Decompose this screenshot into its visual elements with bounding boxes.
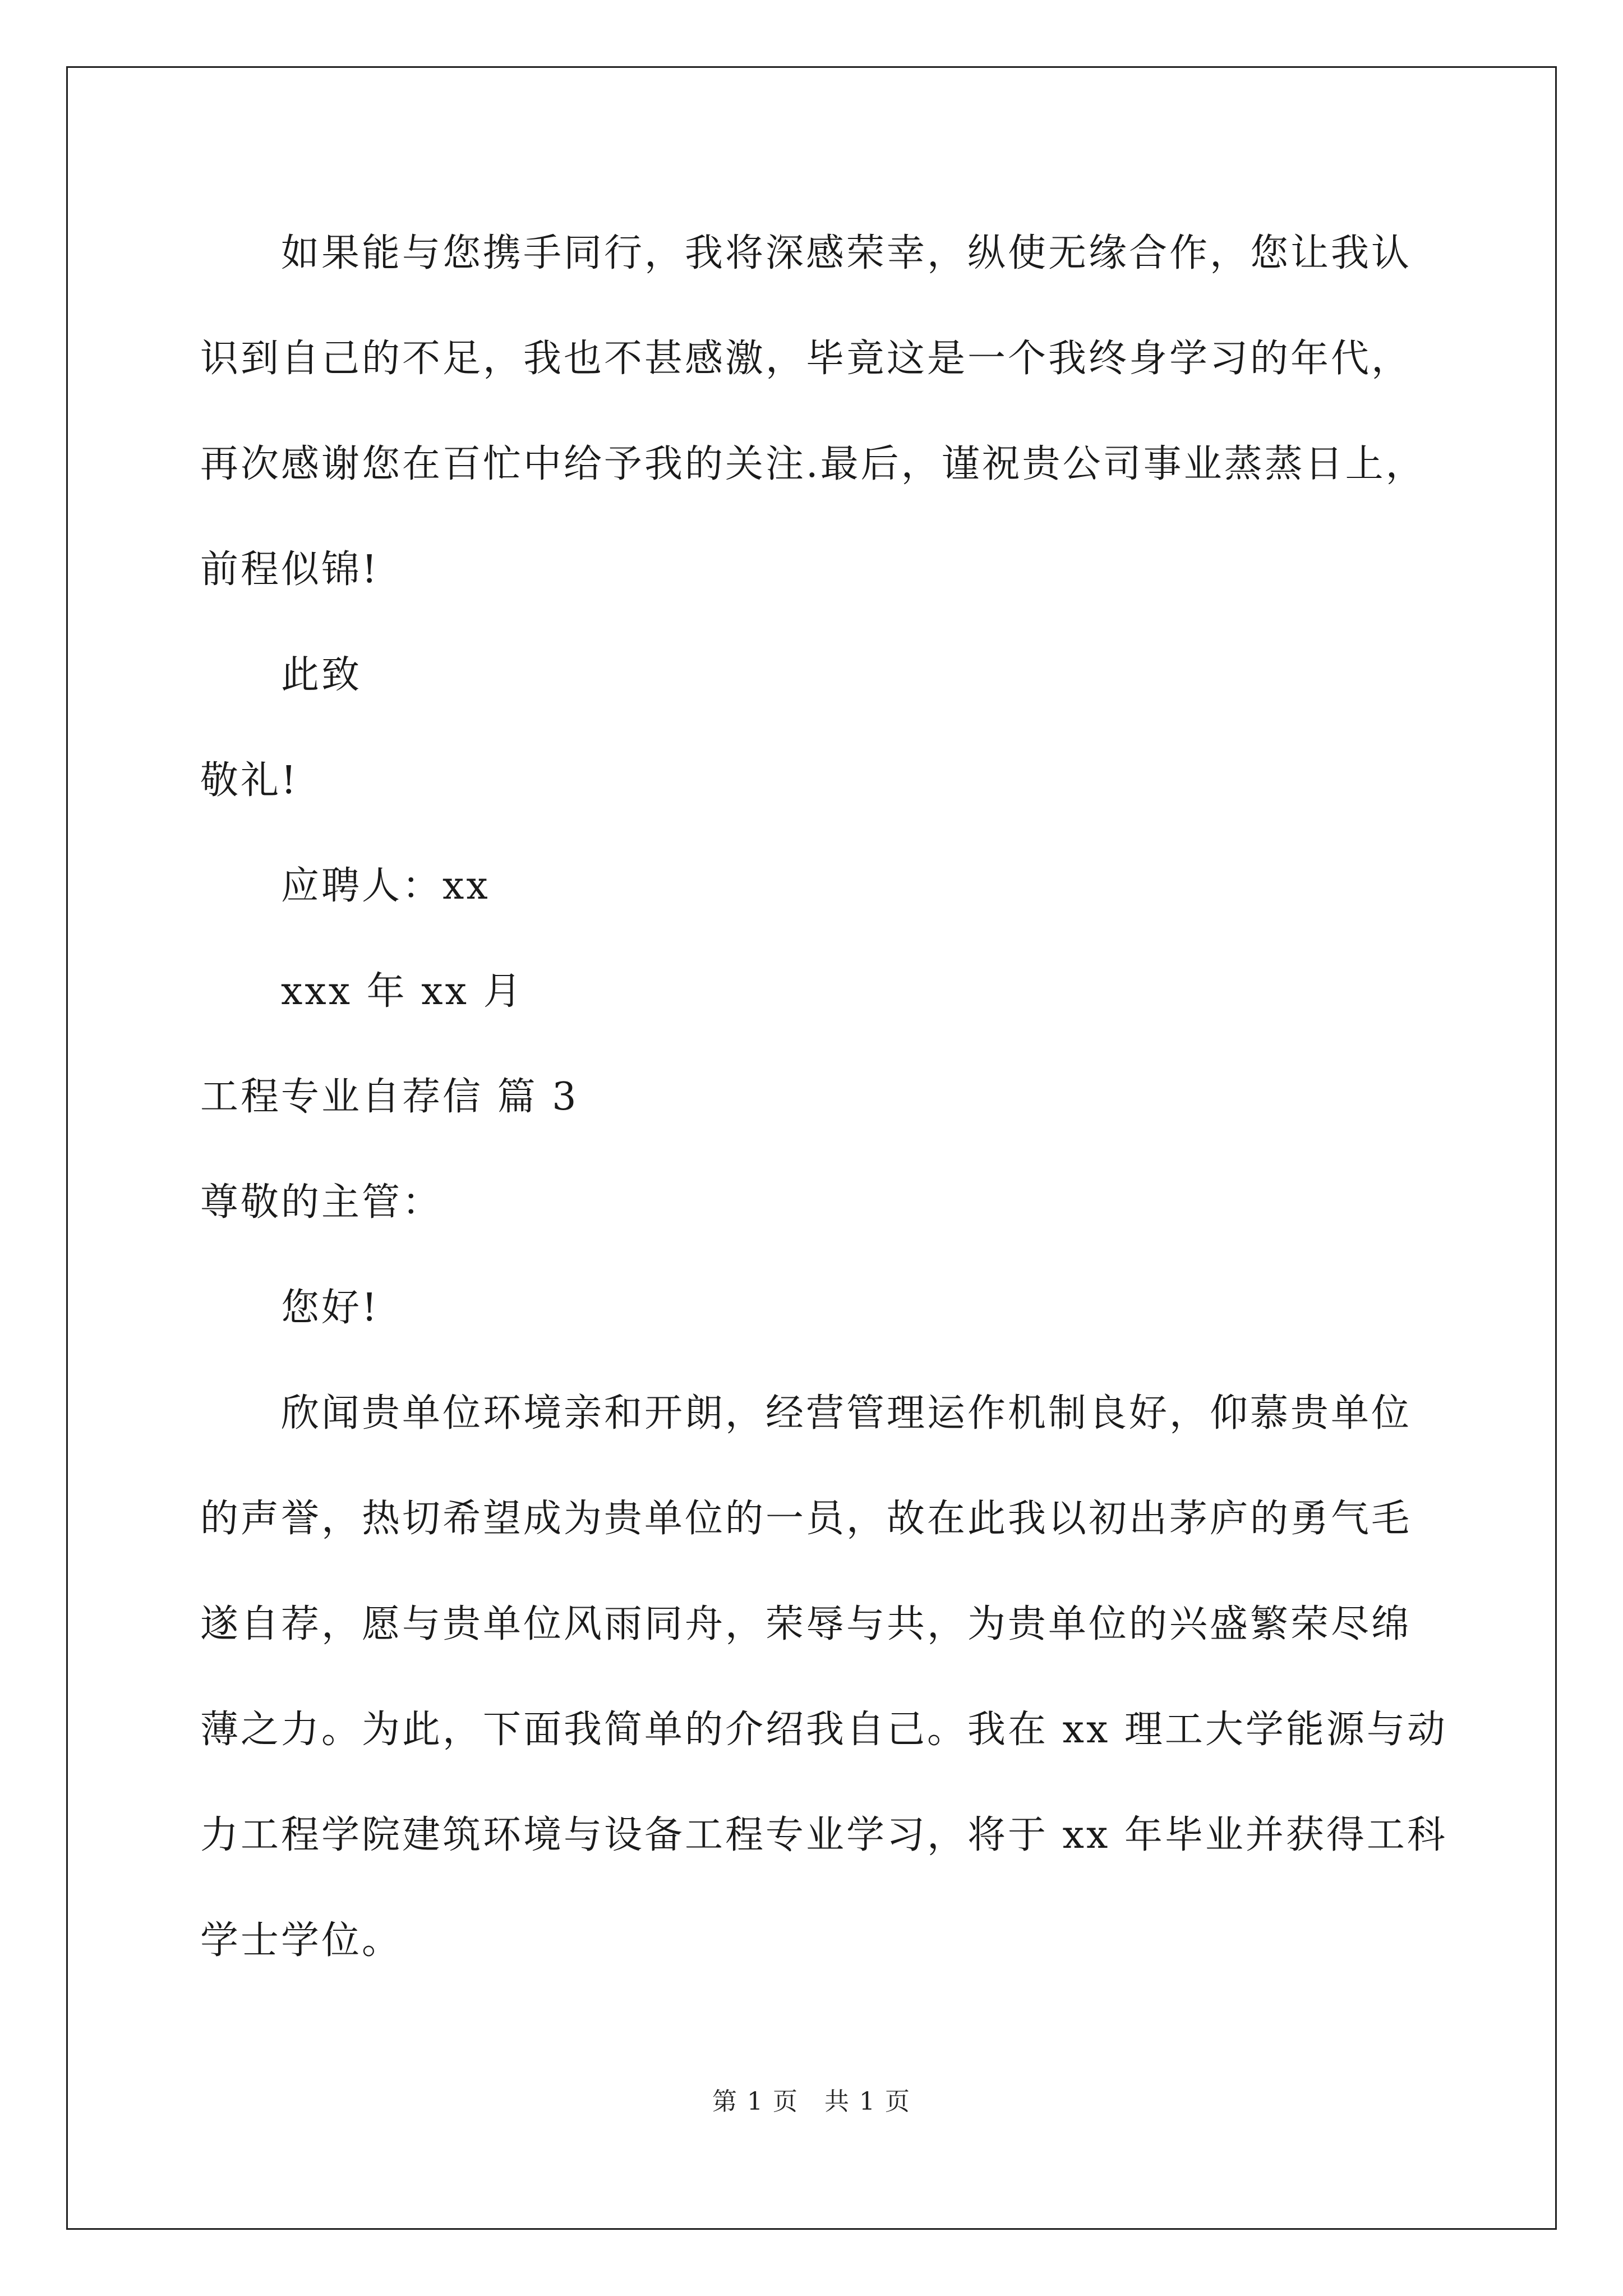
paragraph-2-line-1: 欣闻贵单位环境亲和开朗，经营管理运作机制良好，仰慕贵单位 bbox=[281, 1391, 1412, 1435]
paragraph-2-line-4: 薄之力。为此，下面我简单的介绍我自己。我在 xx 理工大学能源与动 bbox=[200, 1708, 1447, 1752]
paragraph-2-line-3: 遂自荐，愿与贵单位风雨同舟，荣辱与共，为贵单位的兴盛繁荣尽绵 bbox=[200, 1602, 1412, 1646]
paragraph-2-line-5: 力工程学院建筑环境与设备工程专业学习，将于 xx 年毕业并获得工科 bbox=[200, 1813, 1447, 1857]
page-footer: 第 1 页 共 1 页 bbox=[712, 2087, 911, 2116]
closing-phrase: 此致 bbox=[281, 653, 362, 697]
paragraph-2-line-6: 学士学位。 bbox=[200, 1918, 403, 1963]
section-title: 工程专业自荐信 篇 3 bbox=[200, 1075, 579, 1119]
closing-salute: 敬礼! bbox=[200, 758, 299, 803]
paragraph-1-line-1: 如果能与您携手同行，我将深感荣幸，纵使无缘合作，您让我认 bbox=[281, 231, 1412, 275]
paragraph-1-line-2: 识到自己的不足，我也不甚感激，毕竟这是一个我终身学习的年代， bbox=[200, 337, 1412, 381]
paragraph-1-line-4: 前程似锦! bbox=[200, 547, 380, 592]
paragraph-1-line-3: 再次感谢您在百忙中给予我的关注.最后，谨祝贵公司事业蒸蒸日上， bbox=[200, 442, 1426, 486]
paragraph-2-line-2: 的声誉，热切希望成为贵单位的一员，故在此我以初出茅庐的勇气毛 bbox=[200, 1497, 1412, 1541]
signature-date: xxx 年 xx 月 bbox=[281, 969, 524, 1014]
salutation: 尊敬的主管： bbox=[200, 1180, 443, 1225]
greeting: 您好! bbox=[281, 1286, 380, 1330]
signature-applicant: 应聘人：xx bbox=[281, 864, 490, 908]
